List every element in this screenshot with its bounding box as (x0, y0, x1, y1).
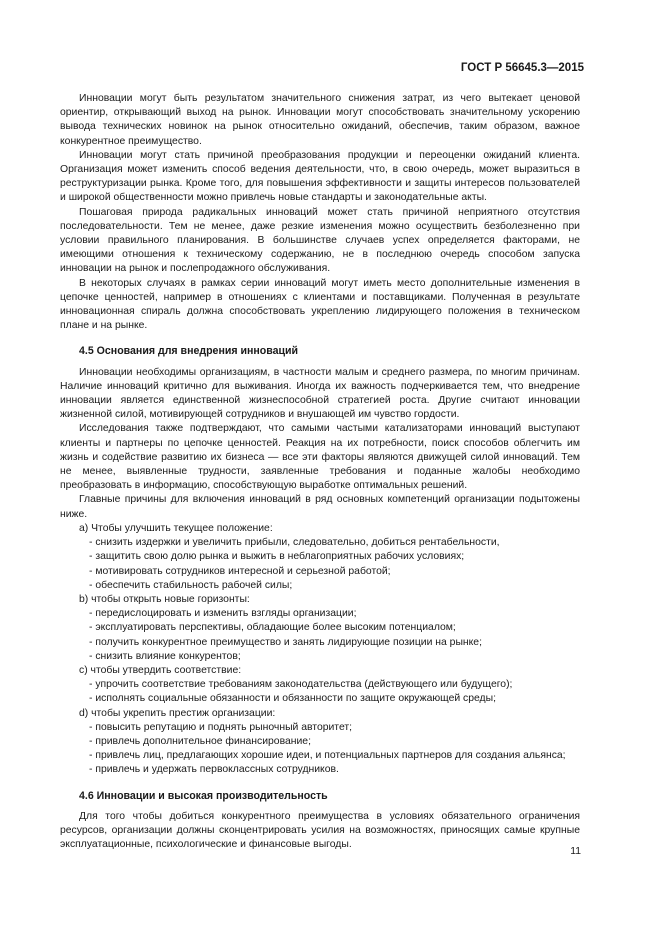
list-item-d: d) чтобы укрепить престиж организации: (79, 707, 276, 719)
paragraph: Инновации могут быть результатом значительного снижения затрат, из чего вытекает ценовой ориентир, открывающий выход на рынок. Инновации могут способствовать значительному ускорению вывода технических новинок на рынок относительно ожиданий, обеспечив, таким образом, важное конкурентное преимущество. (60, 93, 580, 147)
list-subitem: - защитить свою долю рынка и выжить в неблагоприятных рабочих условиях; (89, 551, 465, 563)
list-subitem: - привлечь лиц, предлагающих хорошие идеи, и потенциальных партнеров для создания альянса; (89, 750, 566, 762)
list-subitem: - снизить издержки и увеличить прибыли, следовательно, добиться рентабельности, (89, 537, 500, 549)
paragraph: Инновации необходимы организациям, в частности малым и среднего размера, по многим причинам. Наличие инноваций критично для выживания. Иногда их важность подчеркивается тем, что внедрение инновации является единственной жизнеспособной стратегией роста. Другие считают инновации жизненной силой, мотивирующей сотрудников и внушающей им чувство гордости. (60, 366, 580, 421)
section-heading-4-6: 4.6 Инновации и высокая производительность (79, 789, 328, 802)
paragraph: Инновации могут стать причиной преобразования продукции и переоценки ожиданий клиента. Организация может изменить способ ведения деятельности, что, в свою очередь, может выразиться в реструктуризации рынка. Кроме того, для повышения эффективности и защиты интересов пользователей и широкой общественности можно привлечь новые стандарты и законодательные акты. (60, 149, 580, 204)
list-subitem: - упрочить соответствие требованиям законодательства (действующего или будущего); (89, 679, 513, 691)
list-subitem: - снизить влияние конкурентов; (89, 650, 241, 662)
document-id-header: ГОСТ Р 56645.3—2015 (460, 62, 584, 74)
list-subitem: - повысить репутацию и поднять рыночный авторитет; (89, 721, 353, 733)
paragraph: Для того чтобы добиться конкурентного преимущества в условиях обязательного ограничения ресурсов, организации должны сконцентрировать усилия на возможностях, приносящих самые крупные эксплуатационные, психологические и финансовые выгоды. (60, 810, 580, 851)
paragraph: В некоторых случаях в рамках серии инноваций могут иметь место дополнительные изменения в цепочке ценностей, например в отношениях с клиентами и поставщиками. Полученная в результате инновационная спираль должна способствовать укреплению лидирующего положения в техническом плане и на рынке. (60, 277, 580, 332)
paragraph: Пошаговая природа радикальных инноваций может стать причиной неприятного отсутствия последовательности. Тем не менее, даже резкие изменения можно осуществить безболезненно при условии правильного планирования. В большинстве случаев успех определяется факторами, не имеющими отношения к техническому содержанию, не в последнюю очередь способом запуска инновации на рынок и послепродажного обслуживания. (60, 206, 580, 275)
list-item-b: b) чтобы открыть новые горизонты: (79, 593, 250, 605)
list-subitem: - получить конкурентное преимущество и занять лидирующие позиции на рынке; (89, 636, 482, 648)
list-subitem: - обеспечить стабильность рабочей силы; (89, 579, 293, 591)
list-subitem: - исполнять социальные обязанности и обязанности по защите окружающей среды; (89, 693, 496, 705)
page-number: 11 (570, 846, 581, 857)
section-heading-4-5: 4.5 Основания для внедрения инноваций (79, 345, 299, 358)
list-subitem: - передислоцировать и изменить взгляды организации; (89, 608, 357, 620)
list-subitem: - привлечь и удержать первоклассных сотрудников. (89, 764, 339, 776)
list-subitem: - эксплуатировать перспективы, обладающие более высоким потенциалом; (89, 622, 456, 634)
list-item-a: а) Чтобы улучшить текущее положение: (79, 522, 273, 534)
page-content (60, 92, 580, 852)
list-item-c: с) чтобы утвердить соответствие: (79, 664, 242, 676)
list-subitem: - привлечь дополнительное финансирование; (89, 735, 311, 747)
paragraph: Главные причины для включения инноваций в ряд основных компетенций организации подытожены ниже. (60, 494, 580, 520)
paragraph: Исследования также подтверждают, что самыми частыми катализаторами инноваций выступают клиенты и партнеры по цепочке ценностей. Реакция на их потребности, поиск способов облегчить им жизнь и содействие развитию их бизнеса — все эти факторы являются движущей силой инноваций. Тем не менее, выявленные трудности, заявленные требования и поданные жалобы необходимо преобразовать в информацию, способствующую выработке оптимальных решений. (60, 423, 580, 492)
list-subitem: - мотивировать сотрудников интересной и серьезной работой; (89, 565, 391, 577)
